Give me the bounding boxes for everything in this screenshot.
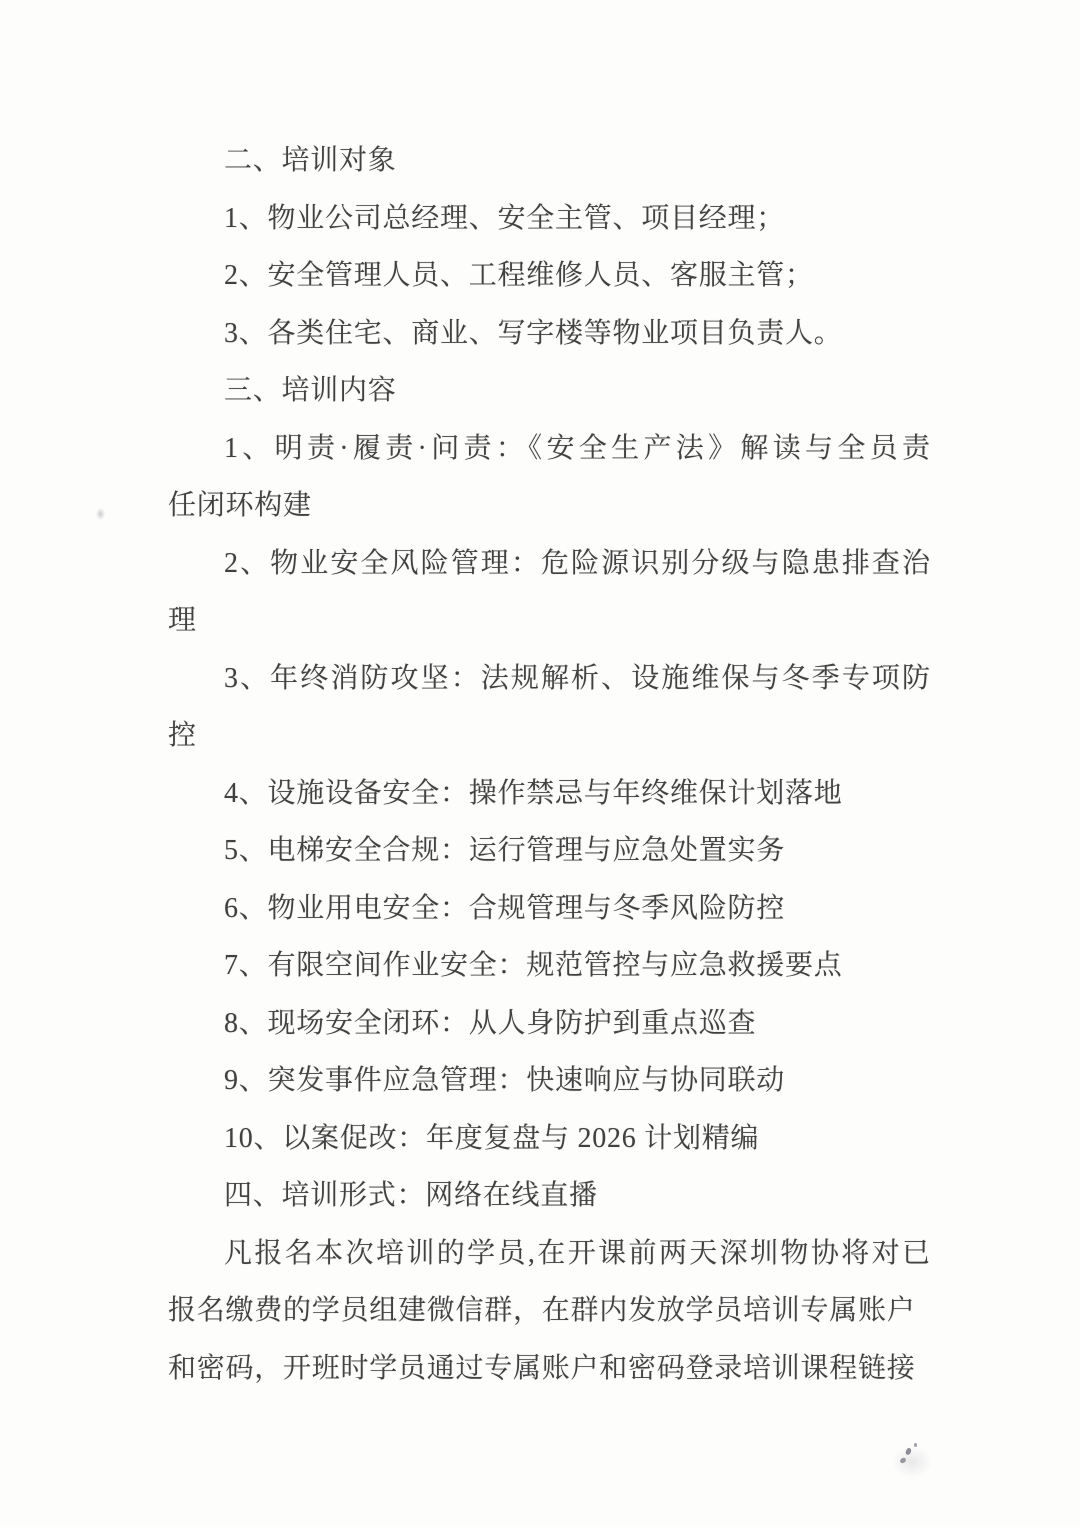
doc-line-heading-2: 二、培训对象	[224, 145, 397, 176]
doc-line: 10、以案促改：年度复盘与 2026 计划精编	[224, 1122, 760, 1154]
doc-line: 任闭环构建	[168, 490, 312, 521]
doc-line: 2、安全管理人员、工程维修人员、客服主管；	[224, 260, 814, 291]
doc-line: 报名缴费的学员组建微信群，在群内发放学员培训专属账户	[168, 1295, 916, 1326]
doc-line: 9、突发事件应急管理：快速响应与协同联动	[224, 1065, 786, 1096]
doc-line: 3、年终消防攻坚：法规解析、设施维保与冬季专项防	[224, 662, 930, 694]
doc-line: 6、物业用电安全：合规管理与冬季风险防控	[224, 892, 786, 924]
doc-line: 和密码，开班时学员通过专属账户和密码登录培训课程链接	[168, 1352, 916, 1384]
scan-speck	[96, 508, 105, 520]
scan-smudge	[892, 1446, 932, 1478]
doc-line: 理	[168, 605, 197, 636]
doc-line: 凡报名本次培训的学员,在开课前两天深圳物协将对已	[224, 1237, 930, 1269]
doc-line: 3、各类住宅、商业、写字楼等物业项目负责人。	[224, 317, 843, 349]
doc-line-heading-4: 四、培训形式：网络在线直播	[224, 1180, 598, 1211]
doc-line: 控	[168, 720, 197, 751]
doc-line: 8、现场安全闭环：从人身防护到重点巡查	[224, 1007, 757, 1039]
doc-line: 1、物业公司总经理、安全主管、项目经理；	[224, 202, 786, 234]
doc-line: 1、明责·履责·问责：《安全生产法》解读与全员责	[224, 432, 930, 464]
doc-line: 2、物业安全风险管理：危险源识别分级与隐患排查治	[224, 547, 930, 579]
doc-line-heading-3: 三、培训内容	[224, 375, 397, 406]
scan-speck	[914, 1443, 917, 1447]
document-text-block	[168, 132, 930, 1397]
doc-line: 7、有限空间作业安全：规范管控与应急救援要点	[224, 950, 843, 981]
doc-line: 4、设施设备安全：操作禁忌与年终维保计划落地	[224, 777, 843, 809]
doc-line: 5、电梯安全合规：运行管理与应急处置实务	[224, 835, 786, 866]
